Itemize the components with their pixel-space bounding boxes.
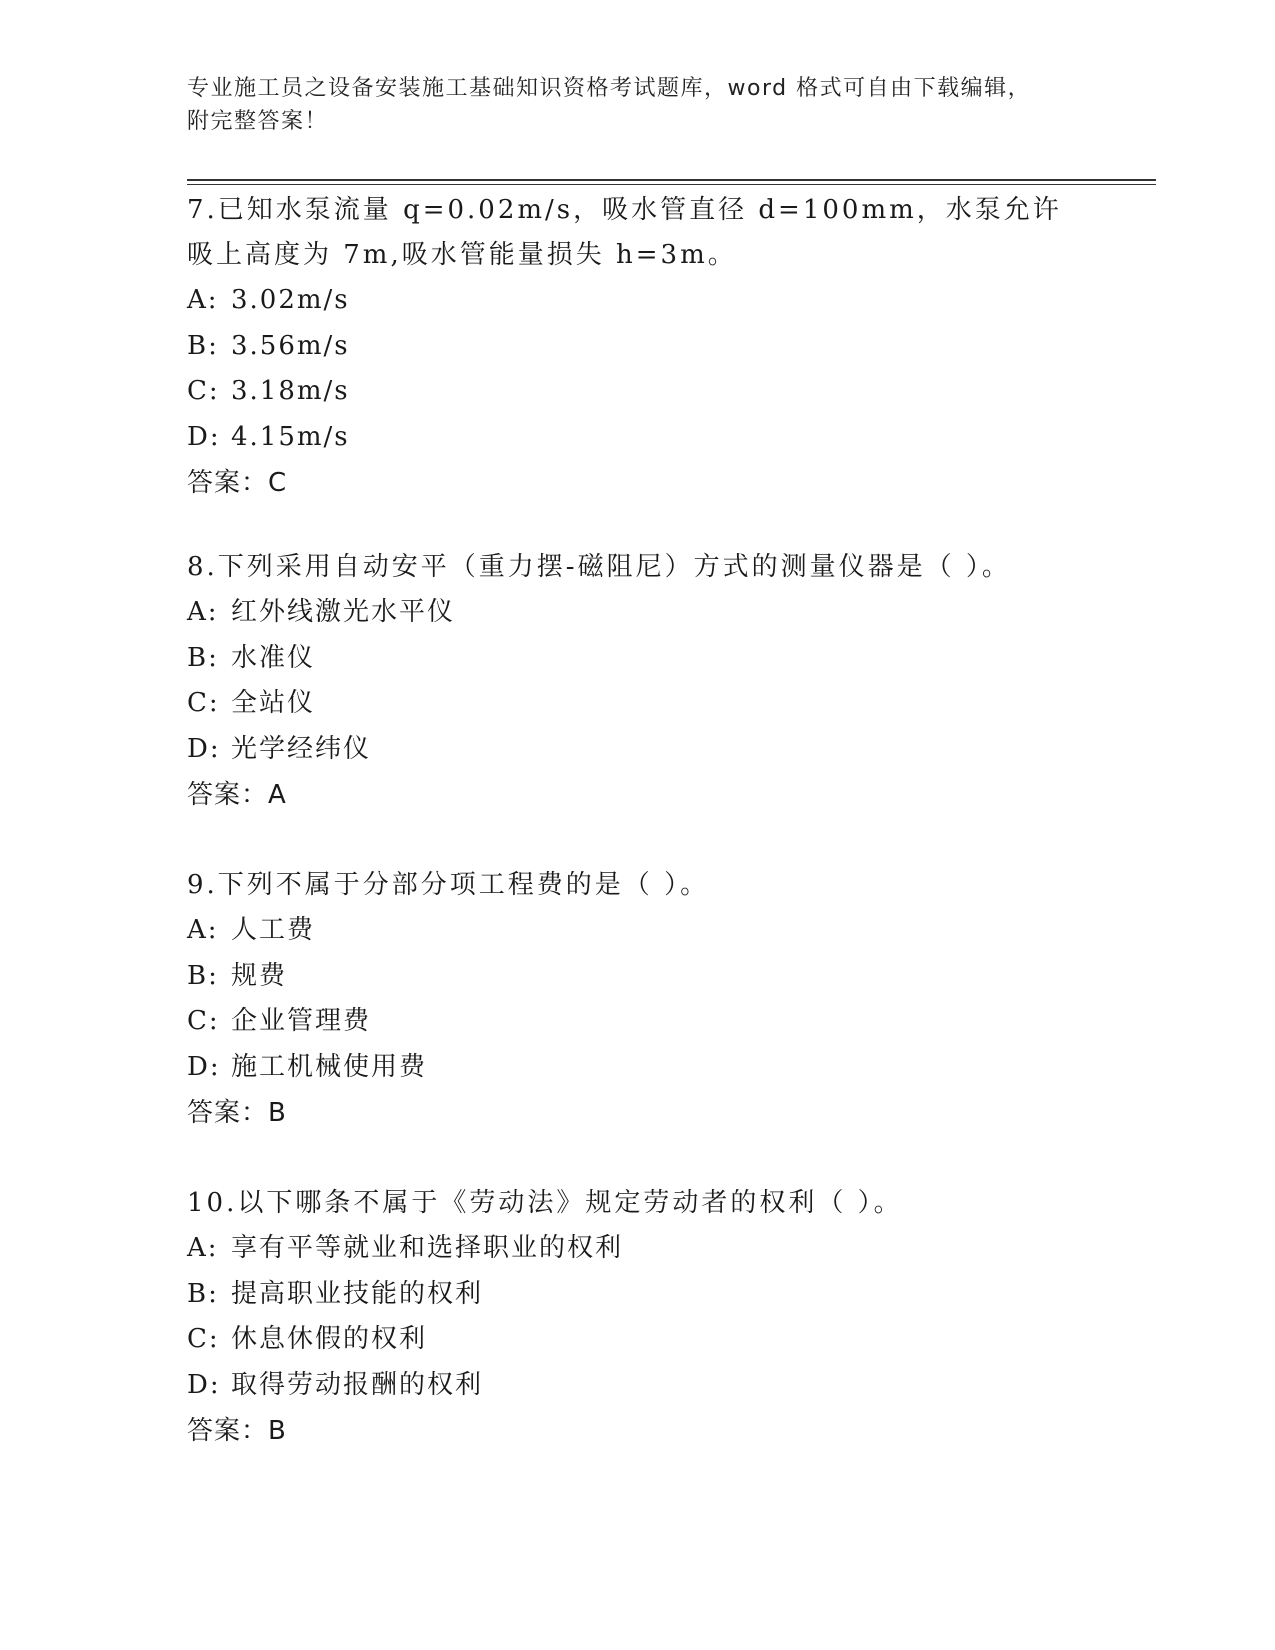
question-8 bbox=[187, 545, 1087, 818]
option-b bbox=[187, 954, 1087, 1000]
option-text: 4.15m/s bbox=[231, 421, 350, 452]
question-stem: 7.已知水泵流量 q=0.02m/s，吸水管直径 d=100mm，水泵允许吸上高度为 7m,吸水管能量损失 h=3m。 bbox=[187, 195, 1062, 270]
option-c bbox=[187, 681, 1087, 727]
option-d bbox=[187, 1045, 1087, 1091]
option-d bbox=[187, 1363, 1087, 1409]
option-text: 取得劳动报酬的权利 bbox=[231, 1369, 484, 1400]
option-text: 人工费 bbox=[231, 915, 316, 945]
header-line-1: 专业施工员之设备安装施工基础知识资格考试题库，word 格式可自由下载编辑， bbox=[187, 76, 1032, 101]
option-a bbox=[187, 278, 1087, 324]
option-key: A: bbox=[187, 597, 219, 627]
option-key: C: bbox=[187, 688, 220, 718]
answer-line: 答案：C bbox=[187, 468, 288, 498]
option-a bbox=[187, 908, 1087, 954]
header-divider-thin bbox=[187, 184, 1156, 185]
answer-line: 答案：A bbox=[187, 780, 287, 810]
option-text: 休息休假的权利 bbox=[231, 1324, 428, 1354]
header-line-2: 附完整答案！ bbox=[187, 109, 329, 134]
option-text: 水准仪 bbox=[231, 642, 316, 673]
option-b bbox=[187, 636, 1087, 682]
option-text: 3.18m/s bbox=[231, 376, 350, 406]
option-key: D: bbox=[187, 1369, 221, 1400]
question-9 bbox=[187, 863, 1087, 1136]
option-c bbox=[187, 369, 1087, 415]
question-stem: 8.下列采用自动安平（重力摆-磁阻尼）方式的测量仪器是（ ）。 bbox=[187, 552, 1011, 582]
option-text: 3.56m/s bbox=[231, 330, 350, 361]
question-stem: 10.以下哪条不属于《劳动法》规定劳动者的权利（ ）。 bbox=[187, 1188, 903, 1218]
header-divider-thick bbox=[187, 179, 1156, 181]
question-10 bbox=[187, 1181, 1087, 1454]
option-c bbox=[187, 1317, 1087, 1363]
option-text: 提高职业技能的权利 bbox=[231, 1278, 484, 1309]
option-d bbox=[187, 415, 1087, 461]
question-stem: 9.下列不属于分部分项工程费的是（ ）。 bbox=[187, 870, 710, 900]
option-key: A: bbox=[187, 1233, 219, 1263]
option-text: 企业管理费 bbox=[231, 1006, 372, 1036]
option-key: C: bbox=[187, 376, 220, 406]
option-key: D: bbox=[187, 733, 221, 764]
option-key: D: bbox=[187, 1051, 221, 1082]
option-key: A: bbox=[187, 285, 219, 315]
option-key: B: bbox=[187, 960, 219, 991]
option-c bbox=[187, 999, 1087, 1045]
document-header bbox=[187, 72, 1087, 138]
option-key: B: bbox=[187, 1278, 219, 1309]
option-a bbox=[187, 590, 1087, 636]
option-a bbox=[187, 1226, 1087, 1272]
option-b bbox=[187, 324, 1087, 370]
option-key: A: bbox=[187, 915, 219, 945]
option-key: B: bbox=[187, 330, 219, 361]
option-key: C: bbox=[187, 1006, 220, 1036]
option-text: 3.02m/s bbox=[231, 285, 350, 315]
option-text: 光学经纬仪 bbox=[231, 733, 372, 764]
option-text: 规费 bbox=[231, 960, 288, 991]
option-text: 全站仪 bbox=[231, 688, 316, 718]
option-key: B: bbox=[187, 642, 219, 673]
option-text: 施工机械使用费 bbox=[231, 1051, 428, 1082]
answer-line: 答案：B bbox=[187, 1416, 287, 1446]
option-key: D: bbox=[187, 421, 221, 452]
question-7 bbox=[187, 188, 1087, 506]
answer-line: 答案：B bbox=[187, 1098, 287, 1128]
option-key: C: bbox=[187, 1324, 220, 1354]
option-d bbox=[187, 727, 1087, 773]
option-text: 红外线激光水平仪 bbox=[231, 597, 456, 627]
option-b bbox=[187, 1272, 1087, 1318]
option-text: 享有平等就业和选择职业的权利 bbox=[231, 1233, 624, 1263]
